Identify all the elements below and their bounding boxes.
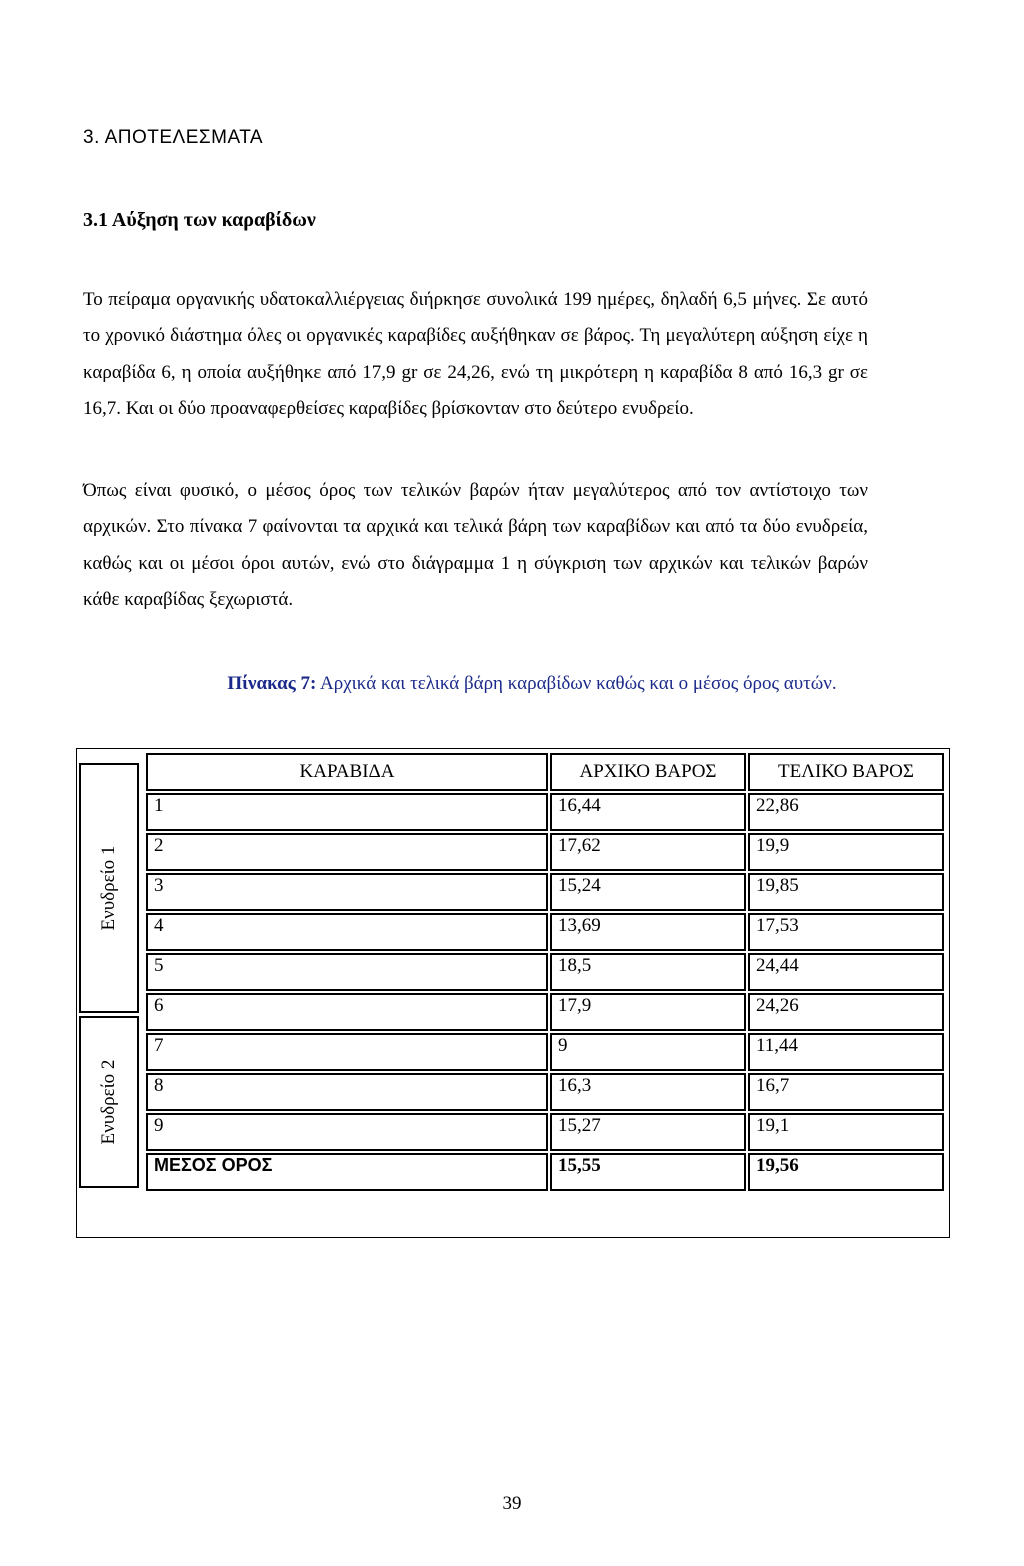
cell-mean-initial: 15,55	[550, 1153, 746, 1191]
cell-mean-final: 19,56	[748, 1153, 944, 1191]
page-number: 39	[502, 1493, 522, 1514]
paragraph-2: Όπως είναι φυσικό, ο μέσος όρος των τελικών βαρών ήταν μεγαλύτερος από τον αντίστοιχο των αρχικών. Στο πίνακα 7 φαίνονται τα αρχικά και τελικά βάρη των καραβίδων και από τα δύο ενυδρεία, καθώς και οι μέσοι όροι αυτών, ενώ στο διάγραμμα 1 η σύγκριση των αρχικών και τελικών βαρών κάθε καραβίδας ξεχωριστά.	[83, 480, 868, 611]
group-label-cell-1	[79, 763, 139, 1013]
group-label-cell-2	[79, 1016, 139, 1188]
cell-crayfish: 9	[146, 1113, 548, 1151]
cell-initial: 18,5	[550, 953, 746, 991]
table-row	[146, 913, 944, 951]
header-final-weight: ΤΕΛΙΚΟ ΒΑΡΟΣ	[748, 753, 944, 791]
caption-text: Αρχικά και τελικά βάρη καραβίδων καθώς και ο μέσος όρος αυτών.	[320, 673, 837, 694]
cell-initial: 17,62	[550, 833, 746, 871]
cell-initial: 13,69	[550, 913, 746, 951]
cell-initial: 16,3	[550, 1073, 746, 1111]
group-label-aquarium-2: Ενυδρείο 2	[98, 1059, 119, 1145]
table-row	[146, 953, 944, 991]
cell-initial: 16,44	[550, 793, 746, 831]
cell-mean-label: ΜΕΣΟΣ ΟΡΟΣ	[146, 1153, 548, 1191]
cell-crayfish: 2	[146, 833, 548, 871]
cell-initial: 17,9	[550, 993, 746, 1031]
table-row	[146, 1113, 944, 1151]
table-row	[146, 873, 944, 911]
table-caption	[0, 673, 1024, 695]
table-row	[146, 833, 944, 871]
cell-final: 19,85	[748, 873, 944, 911]
cell-crayfish: 8	[146, 1073, 548, 1111]
cell-final: 22,86	[748, 793, 944, 831]
cell-final: 24,44	[748, 953, 944, 991]
table-row	[146, 1073, 944, 1111]
table-header-row	[146, 753, 944, 791]
cell-final: 17,53	[748, 913, 944, 951]
table-row	[146, 993, 944, 1031]
table-mean-row	[146, 1153, 944, 1191]
paragraph-1: Το πείραμα οργανικής υδατοκαλλιέργειας διήρκησε συνολικά 199 ημέρες, δηλαδή 6,5 μήνες. Σε αυτό το χρονικό διάστημα όλες οι οργανικές καραβίδες αυξήθηκαν σε βάρος. Τη μεγαλύτερη αύξηση είχε η καραβίδα 6, η οποία αυξήθηκε από 17,9 gr σε 24,26, ενώ τη μικρότερη η καραβίδα 8 από 16,3 gr σε 16,7. Και οι δύο προαναφερθείσες καραβίδες βρίσκονταν στο δεύτερο ενυδρείο.	[83, 289, 868, 420]
cell-crayfish: 4	[146, 913, 548, 951]
table-row	[146, 793, 944, 831]
header-initial-weight: ΑΡΧΙΚΟ ΒΑΡΟΣ	[550, 753, 746, 791]
caption-label: Πίνακας 7:	[227, 673, 317, 694]
cell-initial: 15,24	[550, 873, 746, 911]
group-label-aquarium-1: Ενυδρείο 1	[98, 845, 119, 931]
cell-final: 19,9	[748, 833, 944, 871]
cell-final: 24,26	[748, 993, 944, 1031]
cell-crayfish: 5	[146, 953, 548, 991]
cell-crayfish: 3	[146, 873, 548, 911]
section-heading: 3. ΑΠΟΤΕΛΕΣΜΑΤΑ	[83, 127, 264, 148]
weights-table	[144, 751, 946, 1193]
cell-crayfish: 1	[146, 793, 548, 831]
sub-heading: 3.1 Αύξηση των καραβίδων	[83, 209, 316, 231]
header-crayfish: ΚΑΡΑΒΙΔΑ	[146, 753, 548, 791]
cell-initial: 9	[550, 1033, 746, 1071]
cell-final: 19,1	[748, 1113, 944, 1151]
cell-initial: 15,27	[550, 1113, 746, 1151]
table-row	[146, 1033, 944, 1071]
cell-crayfish: 6	[146, 993, 548, 1031]
cell-final: 11,44	[748, 1033, 944, 1071]
cell-crayfish: 7	[146, 1033, 548, 1071]
cell-final: 16,7	[748, 1073, 944, 1111]
